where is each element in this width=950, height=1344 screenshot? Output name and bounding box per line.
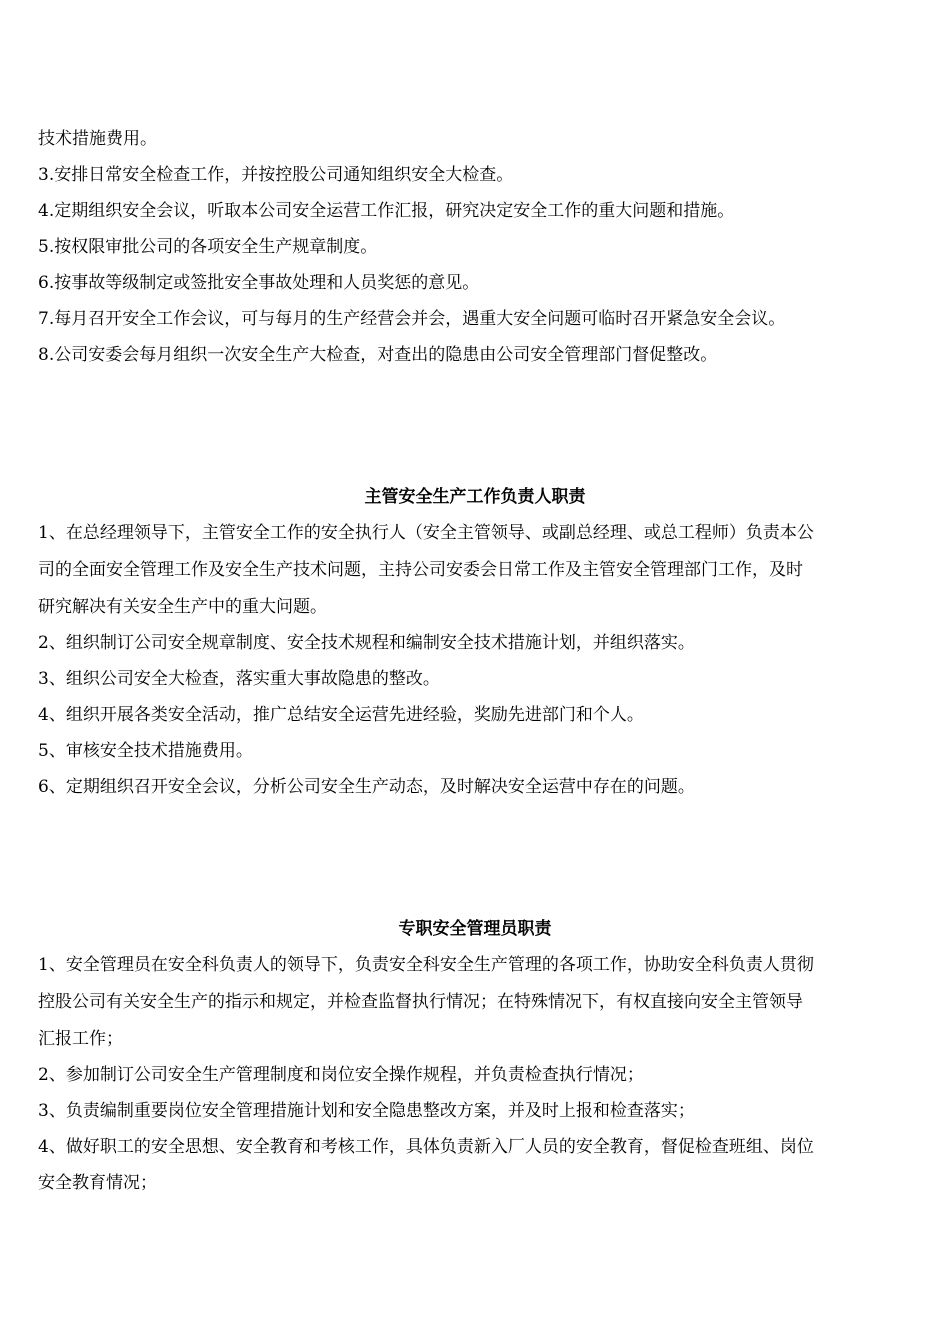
paragraph-line: 4、做好职工的安全思想、安全教育和考核工作，具体负责新入厂人员的安全教育，督促检查班组、岗位 — [38, 1137, 814, 1157]
paragraph-line: 研究解决有关安全生产中的重大问题。 — [38, 597, 327, 617]
paragraph-line: 2、参加制订公司安全生产管理制度和岗位安全操作规程，并负责检查执行情况； — [38, 1065, 644, 1085]
paragraph-line: 汇报工作； — [38, 1029, 123, 1049]
paragraph-line: 司的全面安全管理工作及安全生产技术问题，主持公司安委会日常工作及主管安全管理部门工作，及时 — [38, 560, 803, 580]
paragraph-line: 4.定期组织安全会议，听取本公司安全运营工作汇报，研究决定安全工作的重大问题和措施。 — [38, 201, 735, 221]
paragraph-line: 技术措施费用。 — [38, 129, 157, 149]
paragraph-line: 6.按事故等级制定或签批安全事故处理和人员奖惩的意见。 — [38, 273, 480, 293]
paragraph-line: 5、审核安全技术措施费用。 — [38, 741, 253, 761]
paragraph-line: 1、在总经理领导下，主管安全工作的安全执行人（安全主管领导、或副总经理、或总工程师）负责本公 — [38, 523, 814, 543]
paragraph-line: 6、定期组织召开安全会议，分析公司安全生产动态，及时解决安全运营中存在的问题。 — [38, 777, 695, 797]
paragraph-line: 8.公司安委会每月组织一次安全生产大检查，对查出的隐患由公司安全管理部门督促整改。 — [38, 345, 718, 365]
paragraph-line: 3、组织公司安全大检查，落实重大事故隐患的整改。 — [38, 669, 440, 689]
paragraph-line: 7.每月召开安全工作会议，可与每月的生产经营会并会，遇重大安全问题可临时召开紧急安全会议。 — [38, 309, 786, 329]
paragraph-line: 1、安全管理员在安全科负责人的领导下，负责安全科安全生产管理的各项工作，协助安全科负责人贯彻 — [38, 955, 814, 975]
paragraph-line: 3.安排日常安全检查工作，并按控股公司通知组织安全大检查。 — [38, 165, 514, 185]
paragraph-line: 控股公司有关安全生产的指示和规定，并检查监督执行情况；在特殊情况下，有权直接向安全主管领导 — [38, 992, 803, 1012]
section-title: 专职安全管理员职责 — [398, 919, 552, 939]
paragraph-line: 4、组织开展各类安全活动，推广总结安全运营先进经验，奖励先进部门和个人。 — [38, 705, 644, 725]
paragraph-line: 2、组织制订公司安全规章制度、安全技术规程和编制安全技术措施计划，并组织落实。 — [38, 633, 695, 653]
section-title: 主管安全生产工作负责人职责 — [364, 487, 586, 507]
paragraph-line: 3、负责编制重要岗位安全管理措施计划和安全隐患整改方案，并及时上报和检查落实； — [38, 1101, 695, 1121]
paragraph-line: 安全教育情况； — [38, 1173, 157, 1193]
paragraph-line: 5.按权限审批公司的各项安全生产规章制度。 — [38, 237, 378, 257]
